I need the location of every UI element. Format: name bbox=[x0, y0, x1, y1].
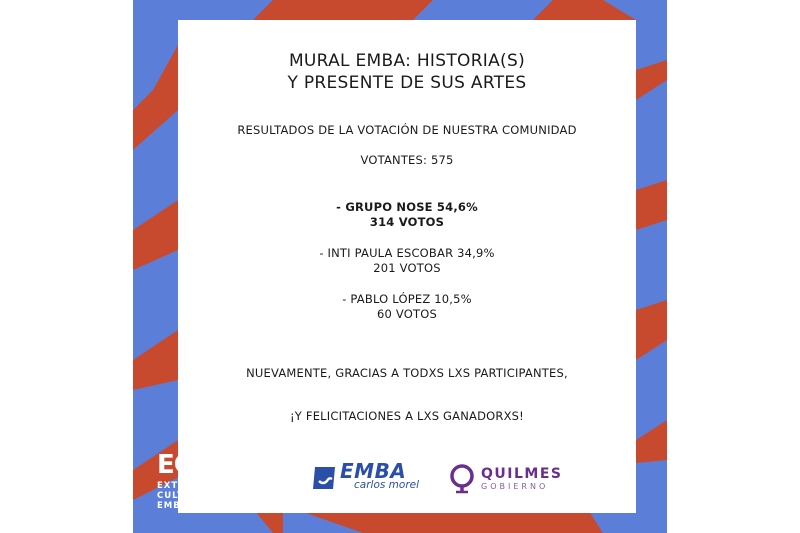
quilmes-name: QUILMES bbox=[481, 466, 563, 482]
quilmes-sub: GOBIERNO bbox=[481, 482, 549, 491]
candidate-votes: 60 VOTOS bbox=[377, 307, 437, 321]
page-title bbox=[178, 50, 636, 94]
emba-logo bbox=[311, 459, 420, 492]
quilmes-mark-icon bbox=[449, 464, 475, 494]
ece-line-3: EMBA bbox=[157, 501, 189, 511]
ece-mark: ECE bbox=[157, 450, 209, 480]
candidate-name: - GRUPO NOSE 54,6% bbox=[336, 200, 478, 214]
candidate-2 bbox=[178, 246, 636, 276]
quilmes-logo bbox=[449, 464, 562, 494]
candidate-votes: 314 VOTOS bbox=[369, 215, 445, 229]
results-heading: RESULTADOS DE LA VOTACIÓN DE NUESTRA COMUNIDAD bbox=[237, 123, 577, 137]
voters-count: VOTANTES: 575 bbox=[360, 153, 454, 167]
title-line-2: Y PRESENTE DE SUS ARTES bbox=[287, 73, 527, 93]
emba-mark-icon bbox=[311, 465, 337, 491]
candidate-votes: 201 VOTOS bbox=[373, 261, 441, 275]
emba-sub: carlos morel bbox=[354, 479, 420, 491]
thanks-text: NUEVAMENTE, GRACIAS A TODXS LXS PARTICIPANTES, bbox=[246, 366, 568, 380]
poster bbox=[133, 0, 667, 533]
ece-logo bbox=[157, 452, 221, 511]
candidate-name: - PABLO LÓPEZ 10,5% bbox=[342, 292, 472, 306]
results-card bbox=[178, 20, 636, 450]
candidate-1 bbox=[178, 200, 636, 230]
congrats-text: ¡Y FELICITACIONES A LXS GANADORXS! bbox=[290, 409, 524, 423]
candidate-name: - INTI PAULA ESCOBAR 34,9% bbox=[319, 246, 495, 260]
title-line-1: MURAL EMBA: HISTORIA(S) bbox=[288, 51, 526, 71]
ece-line-1: EXTENSIÓN bbox=[157, 481, 221, 491]
emba-name: EMBA bbox=[340, 459, 407, 483]
candidate-3 bbox=[178, 292, 636, 322]
ece-line-2: CULTURAL bbox=[157, 491, 214, 501]
